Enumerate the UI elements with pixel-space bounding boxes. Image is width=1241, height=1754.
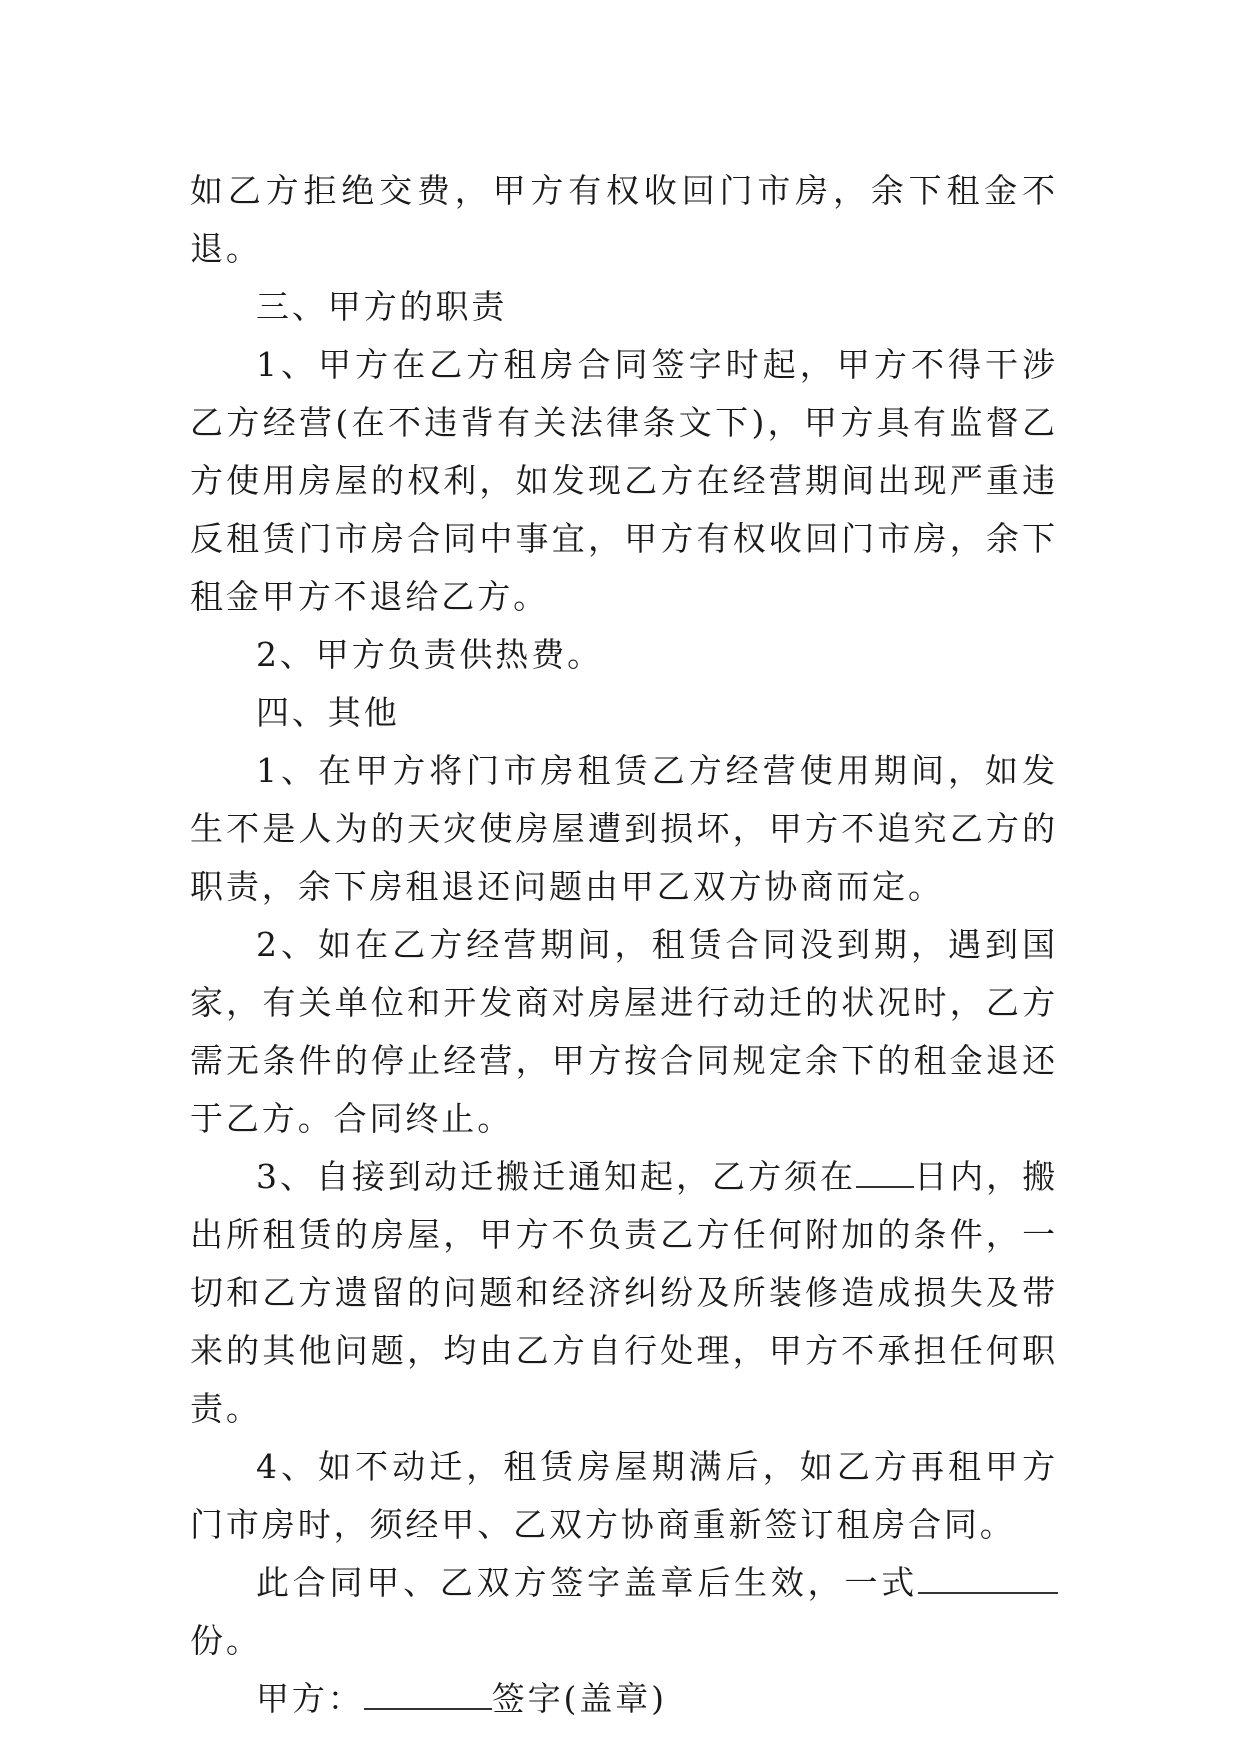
effective-clause-text-a: 此合同甲、乙双方签字盖章后生效，一式 — [256, 1563, 918, 1602]
party-a-name-blank[interactable] — [364, 1682, 492, 1710]
effective-clause-text-b: 份。 — [190, 1621, 262, 1660]
signature-seal-label: 签字(盖章) — [491, 1679, 667, 1718]
effective-clause — [190, 1554, 1058, 1670]
clause-4-3-text-b: 日内，搬出所租赁的房屋，甲方不负责乙方任何附加的条件，一切和乙方遗留的问题和经济纠纷及所装修造成损失及带来的其他问题，均由乙方自行处理，甲方不承担任何职责。 — [190, 1157, 1058, 1428]
paragraph-refusal: 如乙方拒绝交费，甲方有权收回门市房，余下租金不退。 — [190, 171, 1058, 268]
party-a-label: 甲方： — [256, 1679, 364, 1718]
party-a-signature-line — [190, 1670, 1058, 1728]
document-page — [190, 162, 1058, 1728]
clause-4-3-text-a: 3、自接到动迁搬迁通知起，乙方须在 — [256, 1157, 856, 1196]
section-heading-3: 三、甲方的职责 — [256, 287, 508, 326]
clause-4-3 — [190, 1148, 1058, 1438]
clause-4-4: 4、如不动迁，租赁房屋期满后，如乙方再租甲方门市房时，须经甲、乙双方协商重新签订租房合同。 — [190, 1447, 1058, 1544]
clause-4-1: 1、在甲方将门市房租赁乙方经营使用期间，如发生不是人为的天灾使房屋遭到损坏，甲方不追究乙方的职责，余下房租退还问题由甲乙双方协商而定。 — [190, 751, 1058, 906]
clause-3-1: 1、甲方在乙方租房合同签字时起，甲方不得干涉乙方经营(在不违背有关法律条文下)，甲方具有监督乙方使用房屋的权利，如发现乙方在经营期间出现严重违反租赁门市房合同中事宜，甲方有权收回门市房，余下租金甲方不退给乙方。 — [190, 345, 1058, 616]
days-blank[interactable] — [856, 1160, 914, 1188]
clause-4-2: 2、如在乙方经营期间，租赁合同没到期，遇到国家，有关单位和开发商对房屋进行动迁的状况时，乙方需无条件的停止经营，甲方按合同规定余下的租金退还于乙方。合同终止。 — [190, 925, 1058, 1138]
clause-3-2: 2、甲方负责供热费。 — [256, 635, 603, 674]
copies-blank[interactable] — [918, 1566, 1058, 1594]
section-heading-4: 四、其他 — [256, 693, 400, 732]
